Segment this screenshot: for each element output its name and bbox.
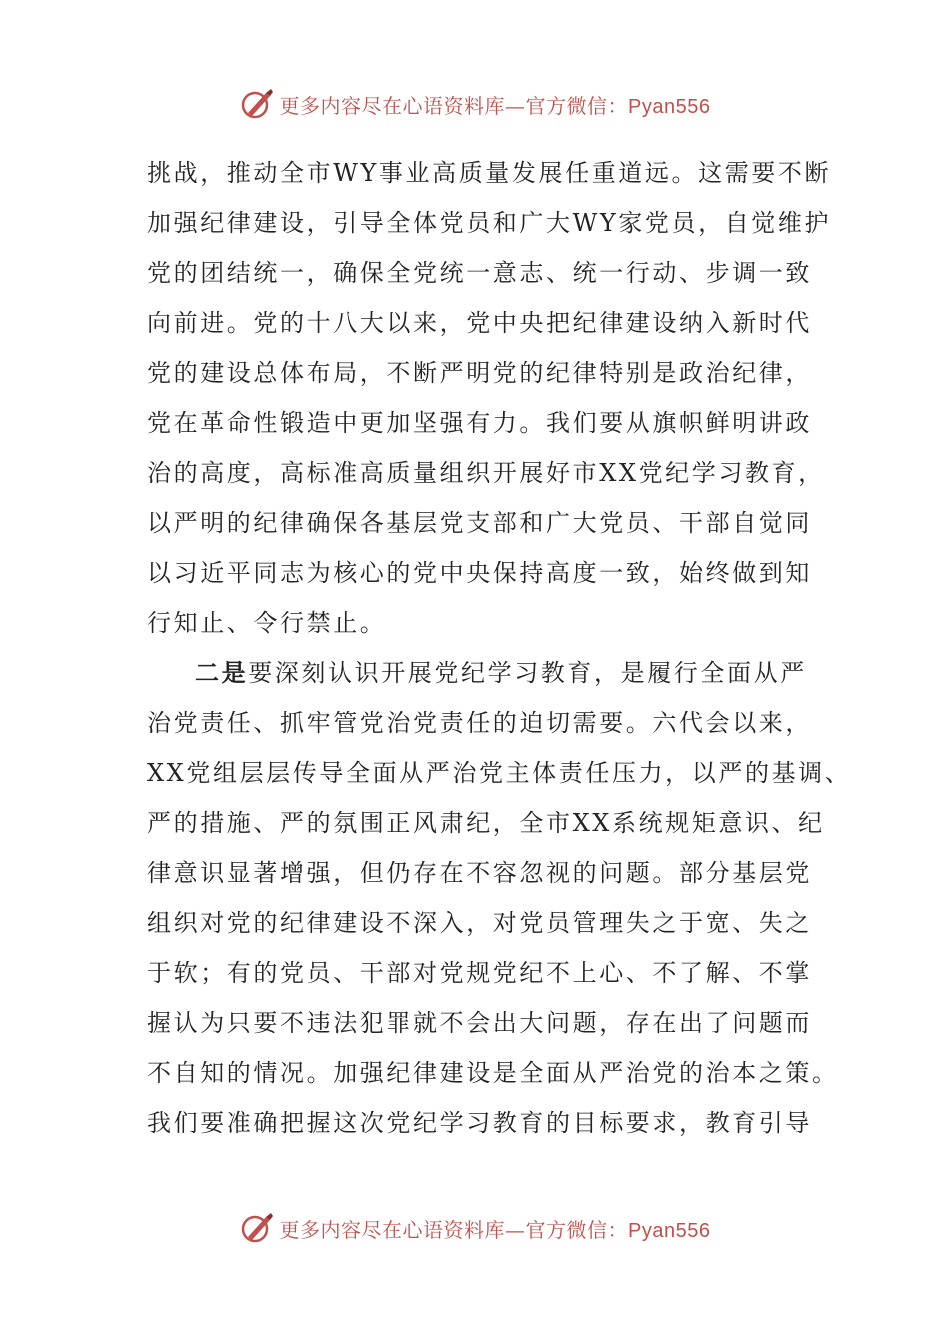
text-line: 以习近平同志为核心的党中央保持高度一致，始终做到知: [147, 559, 812, 587]
text-line: 握认为只要不违法犯罪就不会出大问题，存在出了问题而: [147, 1009, 812, 1037]
text-line: 治的高度，高标准高质量组织开展好市XX党纪学习教育，: [147, 459, 825, 487]
text-line: 党在革命性锻造中更加坚强有力。我们要从旗帜鲜明讲政: [147, 409, 812, 437]
paragraph-lead: 二是: [195, 658, 249, 687]
text-line: 向前进。党的十八大以来，党中央把纪律建设纳入新时代: [147, 309, 812, 337]
header-banner: [0, 82, 950, 126]
paragraph-first-line: [147, 648, 807, 698]
text-segment: 要深刻认识开展党纪学习教育，是履行全面从严: [248, 659, 807, 687]
text-line: 不自知的情况。加强纪律建设是全面从严治党的治本之策。: [147, 1059, 839, 1087]
text-line: 严的措施、严的氛围正风肃纪，全市XX系统规矩意识、纪: [147, 809, 825, 837]
document-body: [147, 148, 852, 1148]
text-line: 我们要准确把握这次党纪学习教育的目标要求，教育引导: [147, 1109, 812, 1137]
text-line: XX党组层层传导全面从严治党主体责任压力，以严的基调、: [147, 759, 852, 787]
text-line: 行知止、令行禁止。: [147, 609, 387, 637]
text-line: 律意识显著增强，但仍存在不容忽视的问题。部分基层党: [147, 859, 812, 887]
banner-text: 更多内容尽在心语资料库—官方微信：Pyan556: [279, 93, 711, 118]
text-line: 党的建设总体布局，不断严明党的纪律特别是政治纪律，: [147, 359, 812, 387]
text-line: 党的团结统一，确保全党统一意志、统一行动、步调一致: [147, 259, 812, 287]
text-line: 以严明的纪律确保各基层党支部和广大党员、干部自觉同: [147, 509, 812, 537]
text-line: 挑战，推动全市WY事业高质量发展任重道远。这需要不断: [147, 159, 832, 187]
text-line: 加强纪律建设，引导全体党员和广大WY家党员，自觉维护: [147, 209, 832, 237]
pen-seal-icon: [240, 1211, 274, 1245]
text-line: 组织对党的纪律建设不深入，对党员管理失之于宽、失之: [147, 909, 812, 937]
banner-text: 更多内容尽在心语资料库—官方微信：Pyan556: [279, 1217, 711, 1242]
footer-banner: [0, 1206, 950, 1250]
text-line: 治党责任、抓牢管党治党责任的迫切需要。六代会以来，: [147, 709, 812, 737]
pen-seal-icon: [240, 87, 274, 121]
text-line: 于软；有的党员、干部对党规党纪不上心、不了解、不掌: [147, 959, 812, 987]
